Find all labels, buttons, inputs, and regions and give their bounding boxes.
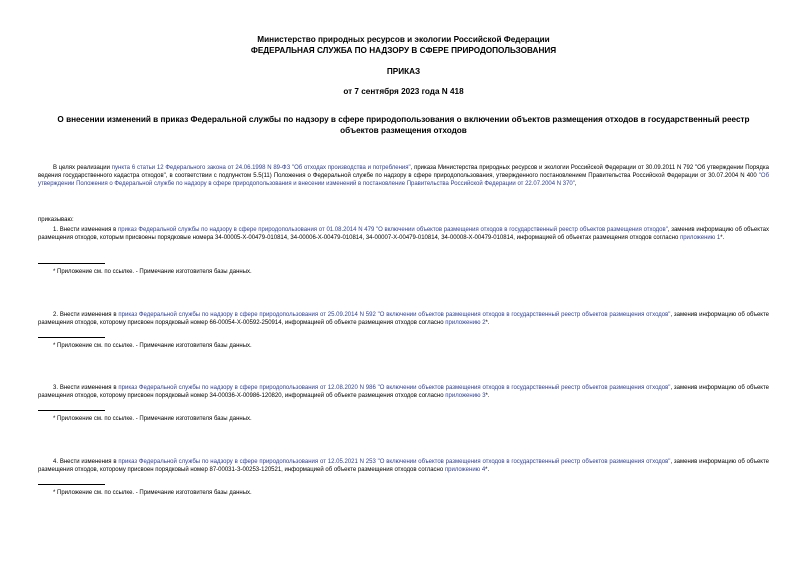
- government-resolution-link[interactable]: "Об утверждении Положения о Федеральной службе по надзору в сфере природопользования и внесении изменений в постановление Правительства Российской Федерации от 22.07.2004 N 370": [38, 173, 769, 188]
- document-date: от 7 сентября 2023 года N 418: [343, 87, 464, 96]
- item-1-body: , заменив информацию об объектах размещения отходов, которым присвоены порядковые номера 34-00005-Х-00479-010814, 34-00006-Х-00479-010814, 34-00007-Х-00479-010814, 34-00008-Х-00479-010814, информацией об объектах размещения отходов согласно: [38, 227, 769, 242]
- intro-text-1: В целях реализации: [53, 165, 112, 171]
- footnote-2: * Приложение см. по ссылке. - Примечание изготовителя базы данных.: [53, 343, 252, 349]
- footnote-separator-1: [38, 263, 105, 264]
- service-name: ФЕДЕРАЛЬНАЯ СЛУЖБА ПО НАДЗОРУ В СФЕРЕ ПРИРОДОПОЛЬЗОВАНИЯ: [250, 46, 557, 55]
- item-3-order-link[interactable]: приказ Федеральной службы по надзору в сфере природопользования от 12.08.2020 N 986 "О включении объектов размещения отходов в государственный реестр объектов размещения отходов": [118, 385, 671, 391]
- item-4-prefix: 4. Внести изменения в: [53, 459, 119, 465]
- intro-text-3: ,: [574, 181, 577, 188]
- item-1-suffix: *.: [720, 235, 725, 242]
- order-word: приказываю:: [38, 217, 74, 223]
- order-item-4: [38, 458, 769, 474]
- footnote-4: * Приложение см. по ссылке. - Примечание изготовителя базы данных.: [53, 490, 252, 496]
- item-2-order-link[interactable]: приказ Федеральной службы по надзору в сфере природопользования от 25.09.2014 N 592 "О включении объектов размещения отходов в государственный реестр объектов размещения отходов": [118, 312, 671, 318]
- order-item-3: [38, 384, 769, 400]
- item-3-prefix: 3. Внести изменения в: [53, 385, 119, 391]
- item-2-body: , заменив информацию об объекте размещения отходов, которому присвоен порядковый номер 66-00054-Х-00592-250914, информацией об объекте размещения отходов согласно: [38, 312, 769, 327]
- item-4-body: , заменив информацию об объекте размещения отходов, которому присвоен порядковый номер 87-00031-З-00253-120521, информацией об объекте размещения отходов согласно: [38, 459, 769, 474]
- item-3-body: , заменив информацию об объекте размещения отходов, которому присвоен порядковый номер 34-00036-Х-00986-120820, информацией об объекте размещения отходов согласно: [38, 385, 769, 400]
- document-type: ПРИКАЗ: [386, 67, 421, 76]
- item-4-suffix: *.: [485, 467, 490, 474]
- item-4-order-link[interactable]: приказ Федеральной службы по надзору в сфере природопользования от 12.05.2021 N 253 "О включении объектов размещения отходов в государственный реестр объектов размещения отходов": [118, 459, 671, 465]
- item-1-order-link[interactable]: приказ Федеральной службы по надзору в сфере природопользования от 01.08.2014 N 479 "О включении объектов размещения отходов в государственный реестр объектов размещения отходов": [117, 227, 668, 233]
- ministry-name: Министерство природных ресурсов и экологии Российской Федерации: [257, 35, 550, 44]
- item-1-prefix: 1. Внести изменения в: [53, 227, 118, 233]
- item-2-appendix-link[interactable]: приложению 2: [445, 320, 486, 327]
- item-2-suffix: *.: [485, 320, 490, 327]
- item-1-appendix-link[interactable]: приложению 1: [679, 235, 721, 242]
- order-item-1: [38, 226, 769, 242]
- footnote-separator-4: [38, 484, 105, 485]
- intro-paragraph: [38, 164, 769, 189]
- footnote-separator-2: [38, 337, 105, 338]
- document-title: О внесении изменений в приказ Федеральной службы по надзору в сфере природопользования о включении объектов размещения отходов в государственный реестр объектов размещения отходов: [57, 115, 750, 135]
- item-3-appendix-link[interactable]: приложению 3: [445, 393, 486, 400]
- federal-law-link[interactable]: пункта 6 статьи 12 Федерального закона от 24.06.1998 N 89-ФЗ "Об отходах производства и потребления": [111, 165, 411, 171]
- intro-text-2: , приказа Министерства природных ресурсов и экологии Российской Федерации от 30.09.2011 N 792 "Об утверждении Порядка ведения государственного кадастра отходов", в соответствии с подпунктом 5.5(11) Положения о Федеральной службе по надзору в сфере природопользования, утвержденного постановлением Правительства Российской Федерации от 30.07.2004 N 400: [38, 165, 769, 180]
- footnote-1: * Приложение см. по ссылке. - Примечание изготовителя базы данных.: [53, 269, 252, 275]
- order-item-2: [38, 311, 769, 327]
- item-2-prefix: 2. Внести изменения в: [53, 312, 119, 318]
- footnote-3: * Приложение см. по ссылке. - Примечание изготовителя базы данных.: [53, 416, 252, 422]
- item-3-suffix: *.: [485, 393, 490, 400]
- item-4-appendix-link[interactable]: приложению 4: [444, 467, 486, 474]
- footnote-separator-3: [38, 410, 105, 411]
